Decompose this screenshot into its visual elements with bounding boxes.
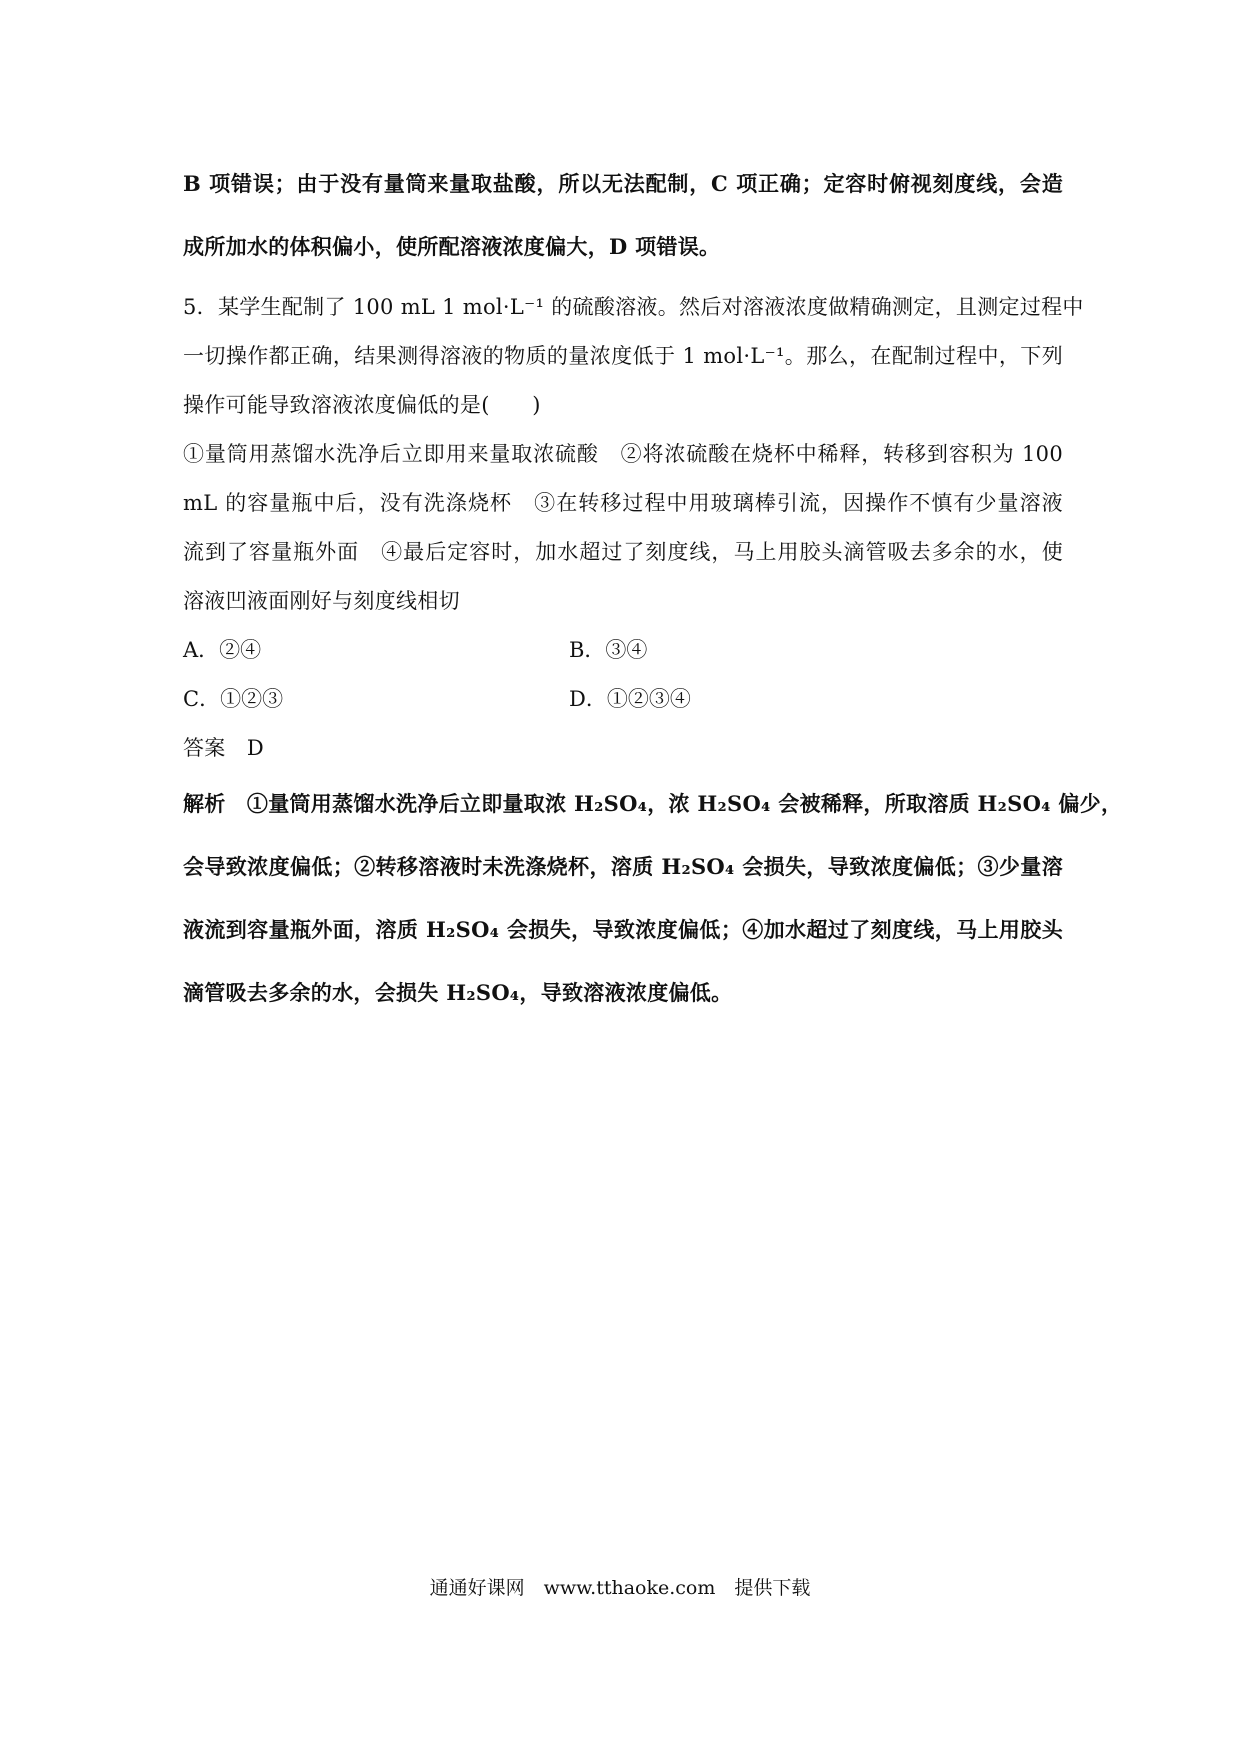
analysis-line-1: 解析 ①量筒用蒸馏水洗净后立即量取浓 H₂SO₄，浓 H₂SO₄ 会被稀释，所取溶质 H₂SO₄ 偏少， — [183, 791, 1123, 816]
option-b: B．③④ — [569, 638, 648, 662]
statement-line-1: ①量筒用蒸馏水洗净后立即用来量取浓硫酸 ②将浓硫酸在烧杯中稀释，转移到容积为 100 — [183, 442, 1063, 466]
answer: 答案 D — [183, 736, 265, 760]
option-d: D．①②③④ — [569, 687, 691, 711]
statement-line-3: 流到了容量瓶外面 ④最后定容时，加水超过了刻度线，马上用胶头滴管吸去多余的水，使 — [183, 540, 1063, 564]
prev-explanation-line-2: 成所加水的体积偏小，使所配溶液浓度偏大，D 项错误。 — [183, 234, 721, 259]
statement-line-4: 溶液凹液面刚好与刻度线相切 — [183, 589, 460, 613]
prev-explanation-line-1: B 项错误；由于没有量筒来量取盐酸，所以无法配制，C 项正确；定容时俯视刻度线，会造 — [183, 171, 1063, 196]
question-line-1: 5．某学生配制了 100 mL 1 mol·L⁻¹ 的硫酸溶液。然后对溶液浓度做精确测定，且测定过程中 — [183, 295, 1084, 319]
statement-line-2: mL 的容量瓶中后，没有洗涤烧杯 ③在转移过程中用玻璃棒引流，因操作不慎有少量溶液 — [183, 491, 1063, 515]
analysis-line-4: 滴管吸去多余的水，会损失 H₂SO₄，导致溶液浓度偏低。 — [183, 980, 733, 1005]
question-line-2: 一切操作都正确，结果测得溶液的物质的量浓度低于 1 mol·L⁻¹。那么，在配制过程中，下列 — [183, 344, 1063, 368]
question-line-3: 操作可能导致溶液浓度偏低的是( ) — [183, 393, 541, 417]
option-a: A．②④ — [183, 638, 262, 662]
analysis-line-3: 液流到容量瓶外面，溶质 H₂SO₄ 会损失，导致浓度偏低；④加水超过了刻度线，马上用胶头 — [183, 917, 1063, 942]
page-footer: 通通好课网 www.tthaoke.com 提供下载 — [429, 1577, 811, 1599]
option-c: C．①②③ — [183, 687, 284, 711]
analysis-line-2: 会导致浓度偏低；②转移溶液时未洗涤烧杯，溶质 H₂SO₄ 会损失，导致浓度偏低；③少量溶 — [183, 854, 1063, 879]
